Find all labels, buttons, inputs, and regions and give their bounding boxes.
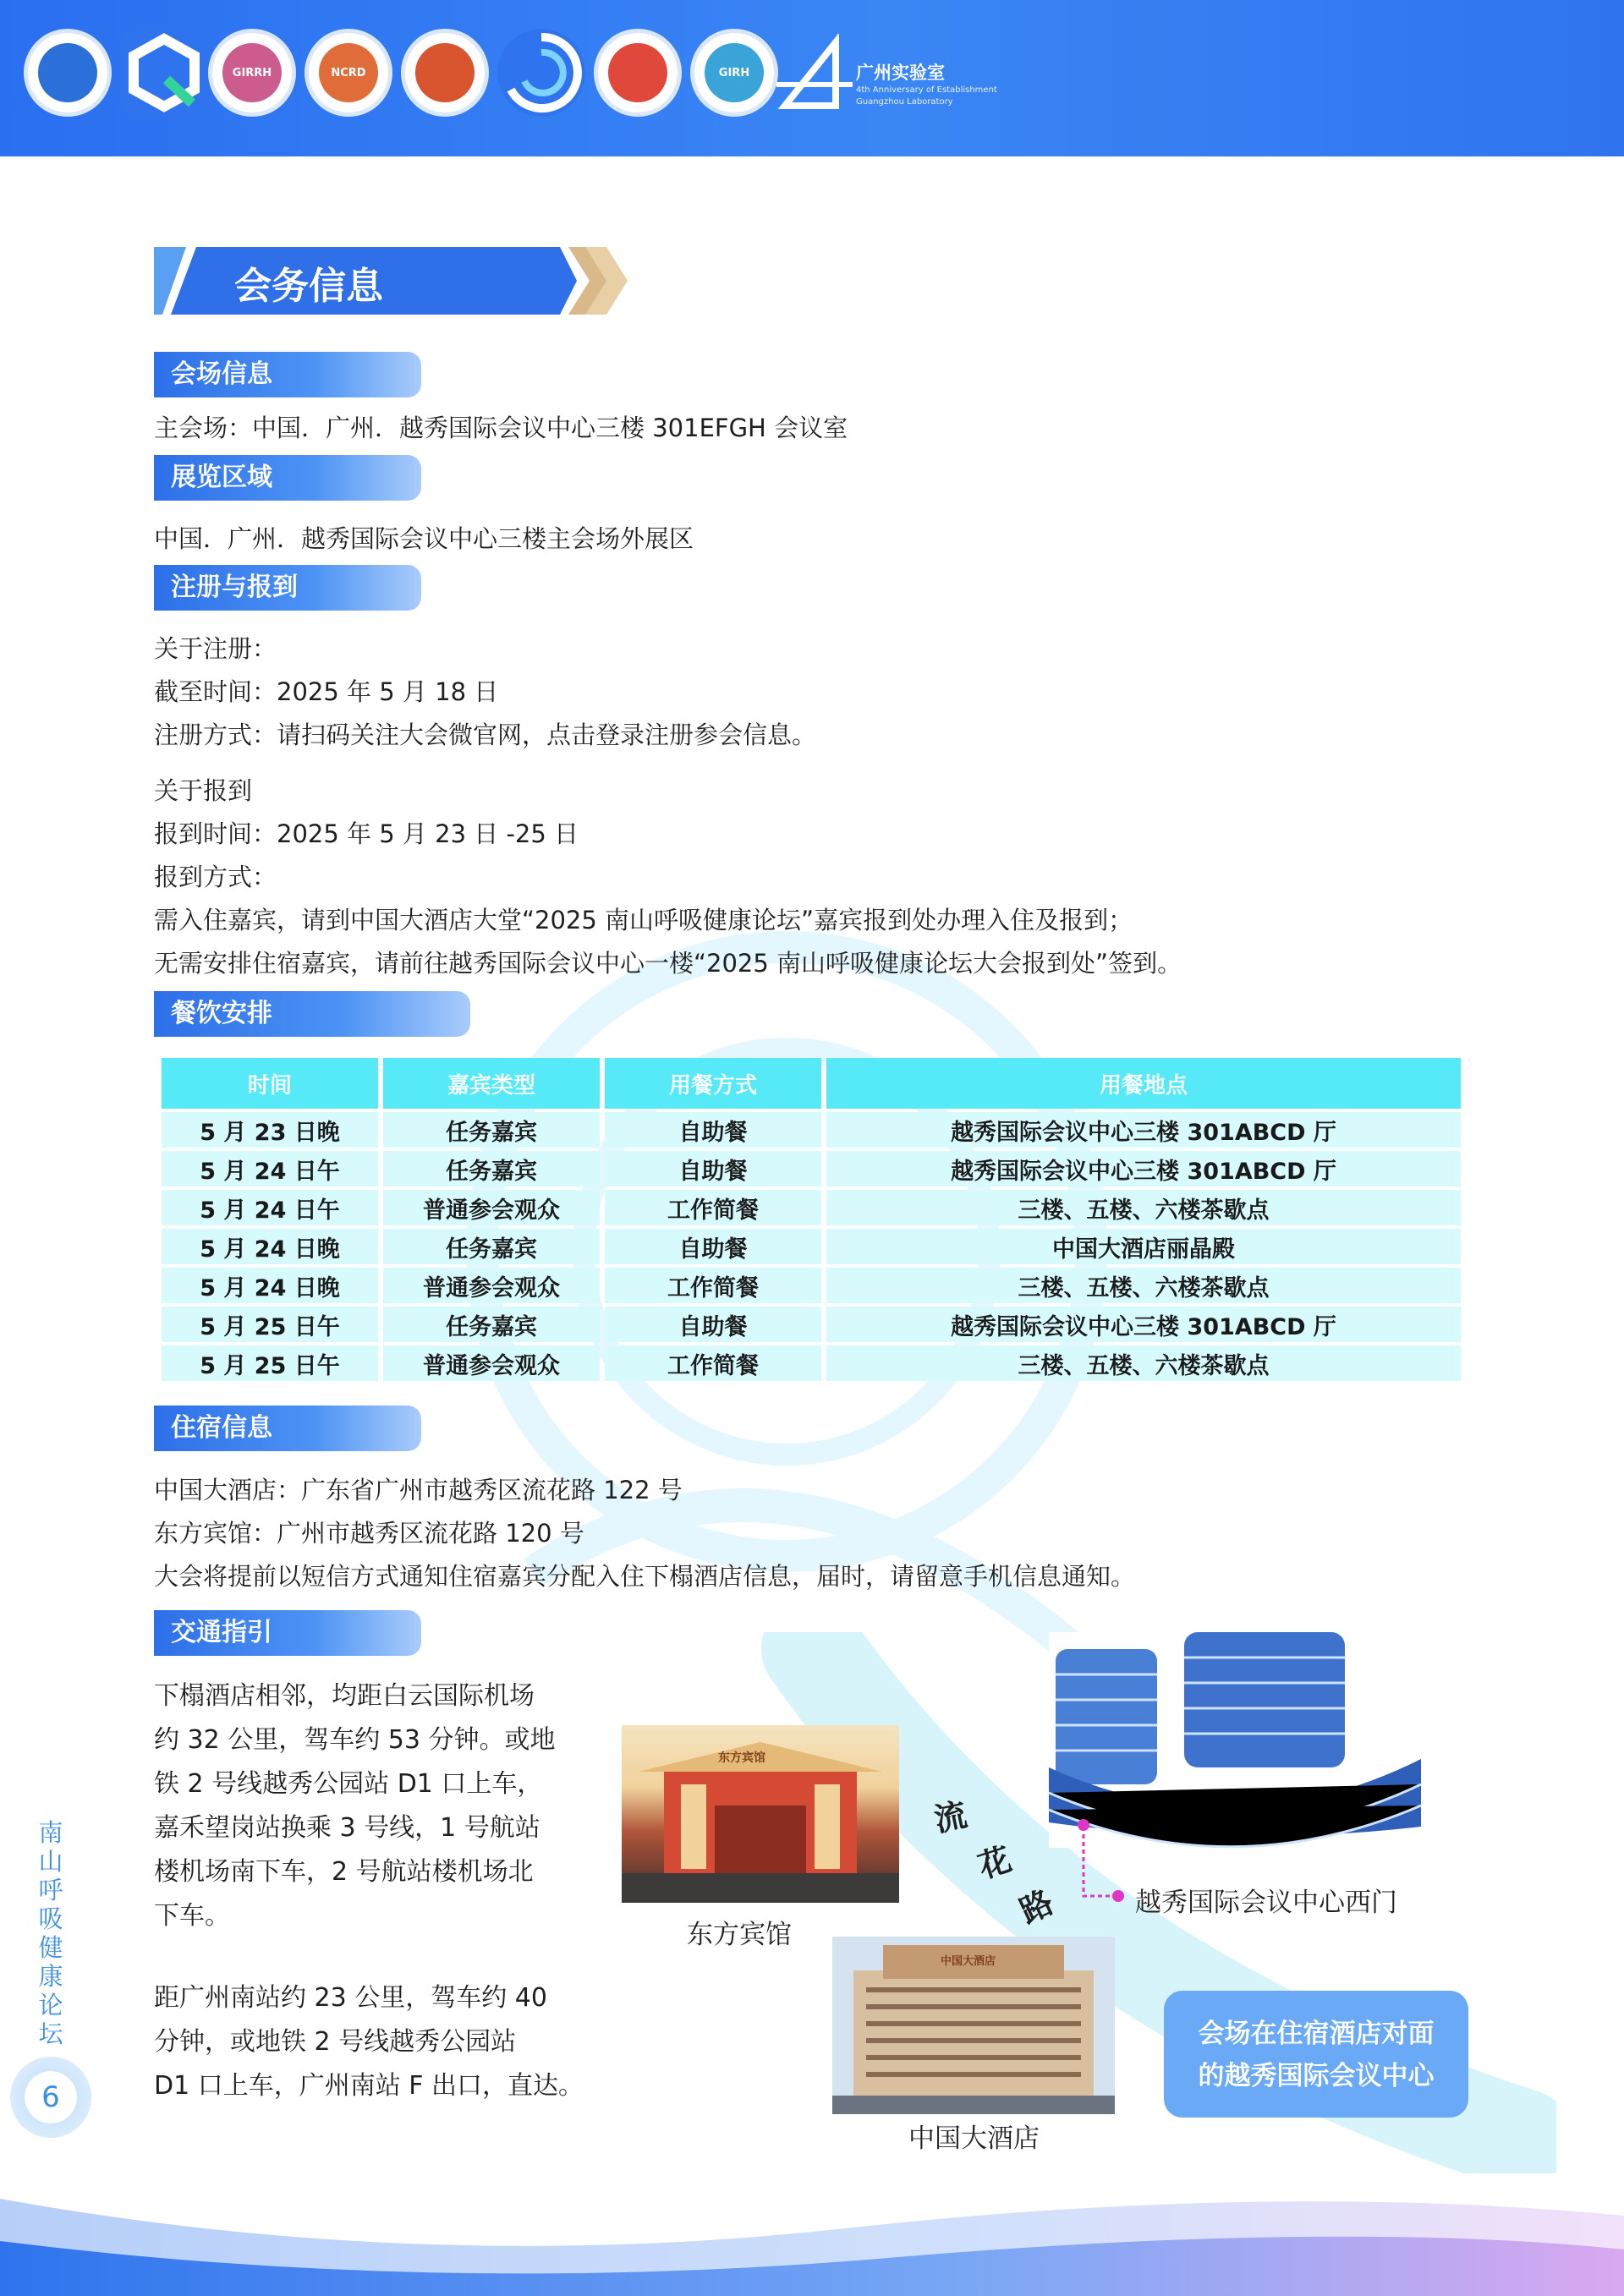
main-title-banner bbox=[154, 247, 628, 315]
main-title: 会务信息 bbox=[234, 265, 383, 308]
ncrd-logo bbox=[304, 29, 392, 117]
dining-section-label: 餐饮安排 bbox=[154, 991, 470, 1037]
lodging-section-label: 住宿信息 bbox=[154, 1406, 421, 1451]
cell-time: 5 月 25 日午 bbox=[162, 1307, 378, 1342]
cell-time: 5 月 24 日晚 bbox=[162, 1229, 378, 1264]
cell-time: 5 月 24 日晚 bbox=[162, 1268, 378, 1303]
transport-line: 下车。 bbox=[154, 1901, 230, 1931]
lodging-line: 中国大酒店：广东省广州市越秀区流花路 122 号 bbox=[154, 1476, 683, 1504]
girrh-logo bbox=[208, 29, 296, 117]
transport-line: 嘉禾望岗站换乘 3 号线，1 号航站 bbox=[154, 1813, 540, 1843]
gate-pointer-line bbox=[1074, 1818, 1125, 1903]
conference-center-photo bbox=[1049, 1632, 1421, 1848]
venue-callout bbox=[1164, 1991, 1468, 2118]
table-row bbox=[162, 1112, 1461, 1148]
cell-guest: 任务嘉宾 bbox=[383, 1151, 600, 1186]
cell-place: 三楼、五楼、六楼茶歇点 bbox=[826, 1190, 1461, 1225]
swirl-icon bbox=[497, 29, 585, 117]
nanshan-forum-logo bbox=[24, 29, 112, 117]
register-line: 报到时间：2025 年 5 月 23 日 -25 日 bbox=[154, 819, 579, 848]
register-section-label: 注册与报到 bbox=[154, 565, 421, 611]
forum-name-char: 健 bbox=[38, 1933, 63, 1962]
forum-name-char: 论 bbox=[38, 1991, 63, 2019]
main-title-shape bbox=[154, 247, 628, 315]
lodging-line: 东方宾馆：广州市越秀区流花路 120 号 bbox=[154, 1519, 584, 1548]
register-line: 报到方式： bbox=[154, 863, 277, 891]
table-row bbox=[162, 1268, 1461, 1303]
exhibit-section-label: 展览区域 bbox=[154, 455, 421, 501]
cell-meal: 工作简餐 bbox=[605, 1345, 821, 1381]
china-hotel-caption: 中国大酒店 bbox=[908, 2123, 1040, 2154]
conference-center-building bbox=[1049, 1632, 1421, 1848]
q-logo bbox=[120, 29, 208, 117]
register-line: 注册方式：请扫码关注大会微官网，点击登录注册参会信息。 bbox=[154, 721, 817, 749]
cell-place: 越秀国际会议中心三楼 301ABCD 厅 bbox=[826, 1112, 1461, 1148]
forum-name-vertical bbox=[34, 1818, 68, 2048]
callout-line: 的越秀国际会议中心 bbox=[1198, 2061, 1435, 2091]
cell-meal: 自助餐 bbox=[605, 1307, 821, 1342]
girh-logo-text: GIRH bbox=[718, 67, 750, 79]
lab-subtitle-en: 4th Anniversary of Establishment bbox=[856, 85, 997, 95]
cell-time: 5 月 24 日午 bbox=[162, 1190, 378, 1225]
col-meal-header: 用餐方式 bbox=[605, 1058, 821, 1109]
transport-section-label: 交通指引 bbox=[154, 1610, 421, 1656]
venue-text: 主会场：中国．广州．越秀国际会议中心三楼 301EFGH 会议室 bbox=[154, 414, 848, 442]
china-hotel-photo bbox=[832, 1937, 1115, 2114]
transport-line: D1 口上车，广州南站 F 出口，直达。 bbox=[154, 2071, 584, 2101]
transport-line: 距广州南站约 23 公里，驾车约 40 bbox=[154, 1983, 547, 2013]
hospital-logo bbox=[401, 29, 489, 117]
forum-name-char: 坛 bbox=[38, 2019, 63, 2048]
lodging-line: 大会将提前以短信方式通知住宿嘉宾分配入住下榻酒店信息，届时，请留意手机信息通知。 bbox=[154, 1562, 1136, 1591]
cell-meal: 自助餐 bbox=[605, 1151, 821, 1186]
cell-place: 三楼、五楼、六楼茶歇点 bbox=[826, 1345, 1461, 1381]
transport-airport-text bbox=[154, 1674, 556, 1938]
table-header-row bbox=[162, 1058, 1461, 1109]
china-hotel-sign: 中国大酒店 bbox=[941, 1955, 996, 1968]
table-row bbox=[162, 1229, 1461, 1264]
col-guest-header: 嘉宾类型 bbox=[383, 1058, 600, 1109]
transport-line: 约 32 公里，驾车约 53 分钟。或地 bbox=[154, 1725, 556, 1755]
road-label-char: 流 bbox=[930, 1795, 970, 1839]
venue-section-label: 会场信息 bbox=[154, 352, 421, 397]
cell-place: 越秀国际会议中心三楼 301ABCD 厅 bbox=[826, 1151, 1461, 1186]
cell-place: 越秀国际会议中心三楼 301ABCD 厅 bbox=[826, 1307, 1461, 1342]
girrh-logo-text: GIRRH bbox=[232, 67, 272, 79]
girh-logo bbox=[690, 29, 778, 117]
cell-meal: 工作简餐 bbox=[605, 1190, 821, 1225]
ncrd-logo-text: NCRD bbox=[331, 67, 366, 79]
guangzhou-lab-4-icon bbox=[776, 34, 857, 114]
cell-guest: 任务嘉宾 bbox=[383, 1112, 600, 1148]
forum-name-char: 吸 bbox=[38, 1904, 63, 1933]
wave-logo bbox=[497, 29, 585, 117]
register-line: 关于注册： bbox=[154, 634, 277, 663]
transport-line: 铁 2 号线越秀公园站 D1 口上车， bbox=[154, 1769, 543, 1799]
exhibit-text: 中国．广州．越秀国际会议中心三楼主会场外展区 bbox=[154, 524, 694, 553]
transport-line: 下榻酒店相邻，均距白云国际机场 bbox=[154, 1681, 535, 1711]
cell-time: 5 月 24 日午 bbox=[162, 1151, 378, 1186]
table-row bbox=[162, 1345, 1461, 1381]
cell-meal: 自助餐 bbox=[605, 1112, 821, 1148]
cell-guest: 普通参会观众 bbox=[383, 1190, 600, 1225]
road-label-char: 路 bbox=[1013, 1882, 1060, 1931]
transport-station-text bbox=[154, 1976, 584, 2108]
cell-time: 5 月 23 日晚 bbox=[162, 1112, 378, 1148]
dongfang-hotel-caption: 东方宾馆 bbox=[687, 1920, 792, 1950]
forum-name-char: 康 bbox=[38, 1962, 63, 1991]
cell-meal: 工作简餐 bbox=[605, 1268, 821, 1303]
dining-table bbox=[156, 1055, 1466, 1384]
transport-line: 分钟，或地铁 2 号线越秀公园站 bbox=[154, 2027, 517, 2057]
conference-gate-caption: 越秀国际会议中心西门 bbox=[1135, 1888, 1397, 1918]
cell-place: 三楼、五楼、六楼茶歇点 bbox=[826, 1268, 1461, 1303]
register-line: 关于报到 bbox=[154, 776, 253, 805]
heart-logo bbox=[594, 29, 682, 117]
dongfang-hotel-photo bbox=[622, 1725, 899, 1903]
dongfang-hotel-sign: 东方宾馆 bbox=[718, 1751, 765, 1765]
cell-guest: 任务嘉宾 bbox=[383, 1307, 600, 1342]
header-banner bbox=[0, 0, 1624, 156]
cell-place: 中国大酒店丽晶殿 bbox=[826, 1229, 1461, 1264]
lab-title: 广州实验室 bbox=[856, 63, 945, 83]
page-number: 6 bbox=[10, 2057, 91, 2138]
callout-line: 会场在住宿酒店对面 bbox=[1198, 2019, 1435, 2049]
forum-name-char: 山 bbox=[38, 1847, 63, 1876]
table-row bbox=[162, 1307, 1461, 1342]
forum-name-char: 呼 bbox=[38, 1876, 63, 1904]
register-line: 需入住嘉宾，请到中国大酒店大堂“2025 南山呼吸健康论坛”嘉宾报到处办理入住及报到； bbox=[154, 906, 1133, 934]
road-label-char: 花 bbox=[974, 1840, 1016, 1886]
transport-line: 楼机场南下车，2 号航站楼机场北 bbox=[154, 1857, 534, 1887]
cell-guest: 任务嘉宾 bbox=[383, 1229, 600, 1264]
col-time-header: 时间 bbox=[162, 1058, 378, 1109]
cell-meal: 自助餐 bbox=[605, 1229, 821, 1264]
cell-guest: 普通参会观众 bbox=[383, 1345, 600, 1381]
cell-time: 5 月 25 日午 bbox=[162, 1345, 378, 1381]
table-row bbox=[162, 1190, 1461, 1225]
col-place-header: 用餐地点 bbox=[826, 1058, 1461, 1109]
register-line: 截至时间：2025 年 5 月 18 日 bbox=[154, 677, 499, 706]
cell-guest: 普通参会观众 bbox=[383, 1268, 600, 1303]
lab-subtitle-name: Guangzhou Laboratory bbox=[856, 97, 953, 107]
forum-name-char: 南 bbox=[38, 1818, 63, 1847]
register-line: 无需安排住宿嘉宾，请前往越秀国际会议中心一楼“2025 南山呼吸健康论坛大会报到处”签到。 bbox=[154, 949, 1182, 978]
q-icon bbox=[120, 29, 208, 117]
table-row bbox=[162, 1151, 1461, 1186]
